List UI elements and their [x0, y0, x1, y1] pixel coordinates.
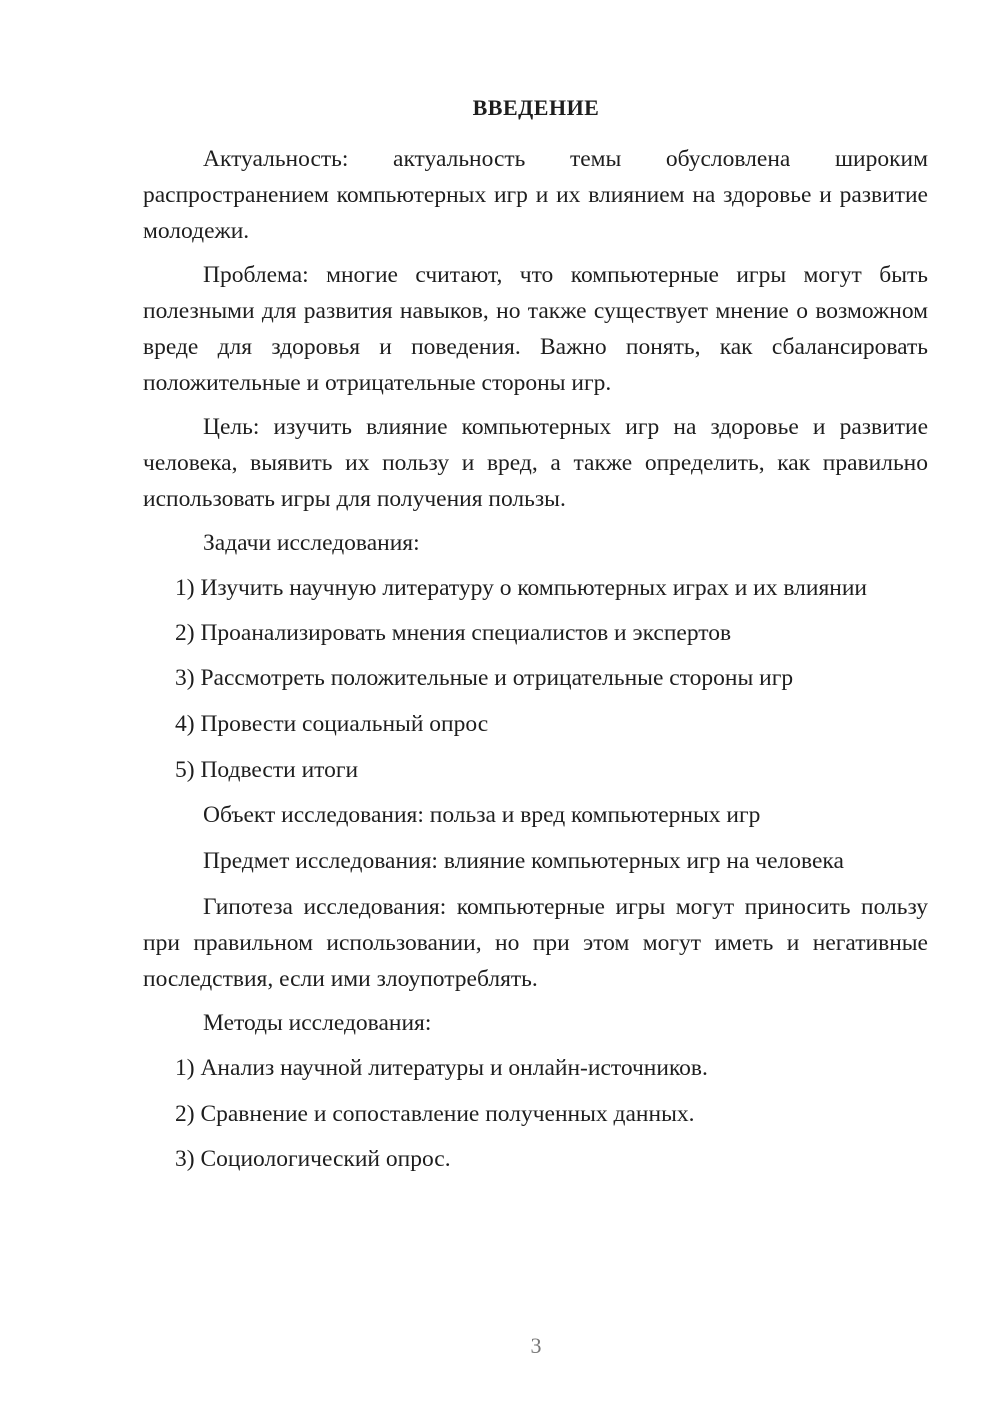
task-item: 5) Подвести итоги: [175, 757, 359, 783]
method-item: 2) Сравнение и сопоставление полученных данных.: [175, 1101, 695, 1127]
hypothesis-paragraph: Гипотеза исследования: компьютерные игры могут приносить пользу при правильном использовании, но при этом могут иметь и негативные последствия, если ими злоупотреблять.: [143, 894, 928, 992]
page-number: 3: [530, 1333, 542, 1358]
task-item: 3) Рассмотреть положительные и отрицательные стороны игр: [175, 665, 794, 691]
research-subject: Предмет исследования: влияние компьютерных игр на человека: [203, 848, 844, 874]
task-item: 2) Проанализировать мнения специалистов и экспертов: [175, 620, 732, 646]
task-item: 4) Провести социальный опрос: [175, 711, 489, 737]
task-item: 1) Изучить научную литературу о компьютерных играх и их влиянии: [175, 575, 868, 601]
goal-paragraph: Цель: изучить влияние компьютерных игр на здоровье и развитие человека, выявить их пользу и вред, а также определить, как правильно использовать игры для получения пользы.: [143, 414, 928, 512]
tasks-heading: Задачи исследования:: [203, 530, 420, 556]
page-title: ВВЕДЕНИЕ: [472, 95, 600, 120]
relevance-paragraph: Актуальность: актуальность темы обусловлена широким распространением компьютерных игр и их влиянием на здоровье и развитие молодежи.: [143, 146, 928, 244]
research-object: Объект исследования: польза и вред компьютерных игр: [203, 802, 761, 828]
methods-heading: Методы исследования:: [203, 1010, 432, 1036]
problem-paragraph: Проблема: многие считают, что компьютерные игры могут быть полезными для развития навыков, но также существует мнение о возможном вреде для здоровья и поведения. Важно понять, как сбалансировать положительные и отрицательные стороны игр.: [143, 262, 928, 396]
method-item: 3) Социологический опрос.: [175, 1146, 451, 1172]
method-item: 1) Анализ научной литературы и онлайн-источников.: [175, 1055, 708, 1081]
